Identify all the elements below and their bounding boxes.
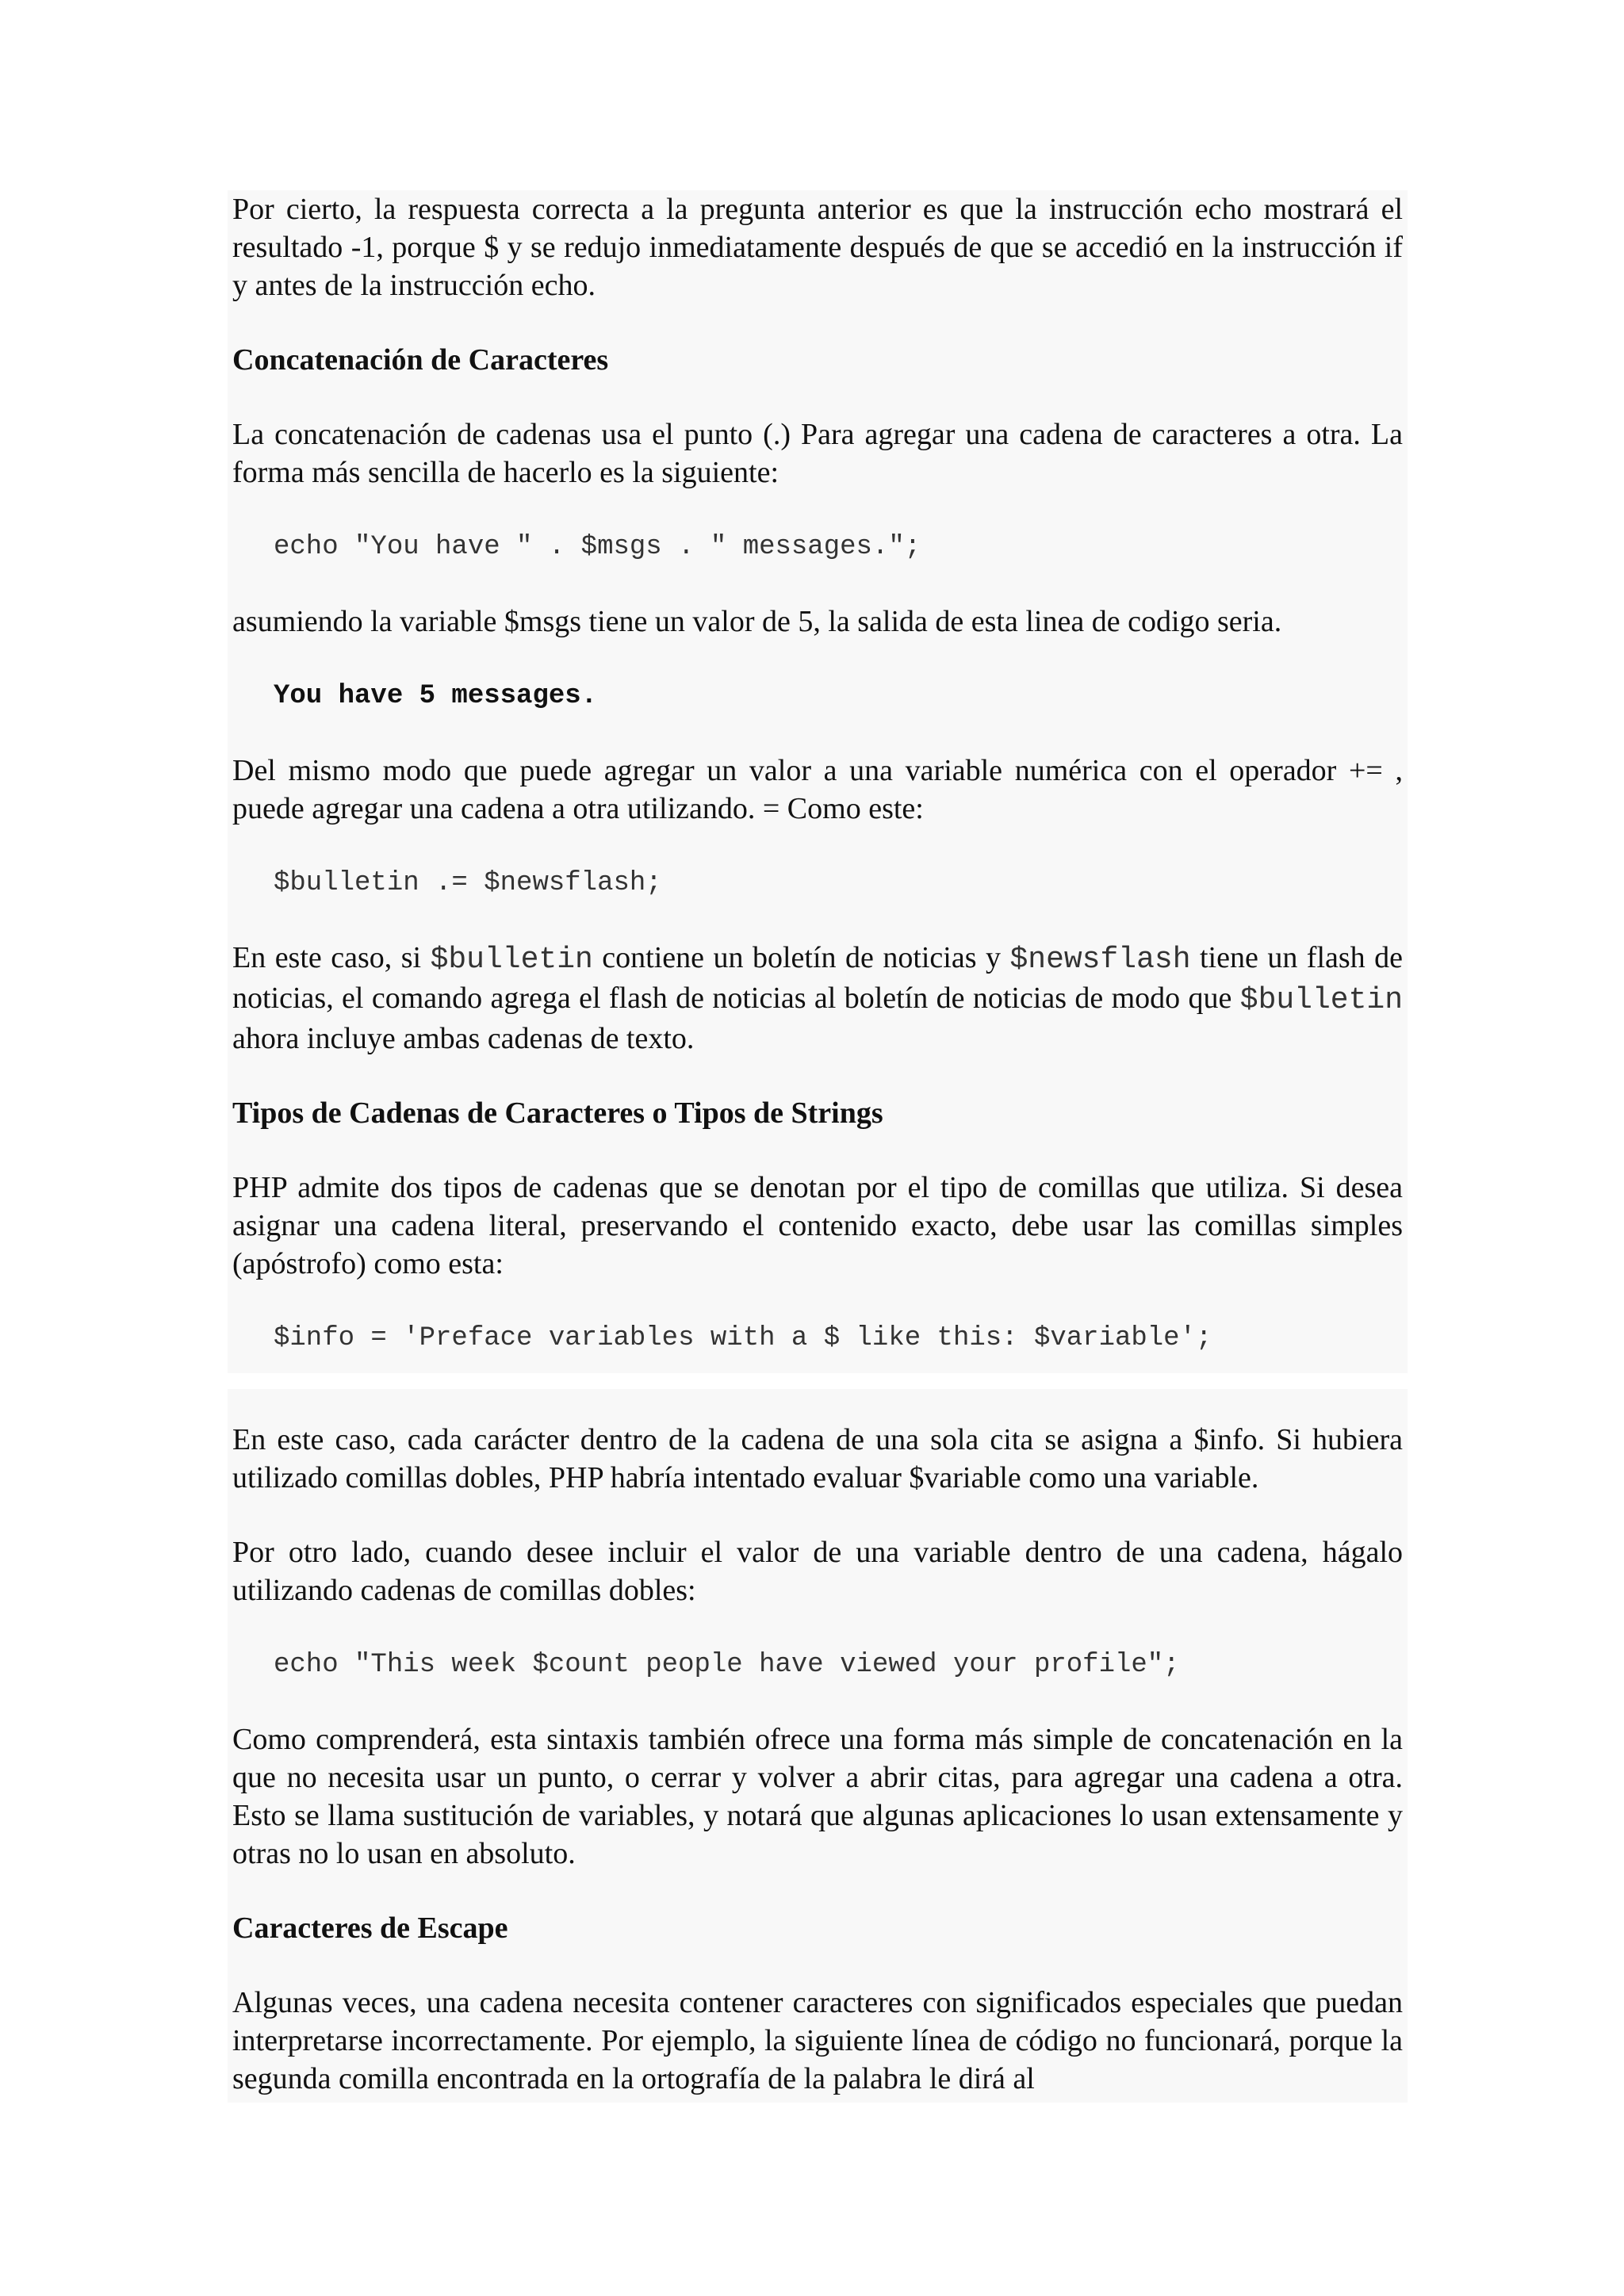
paragraph-string-types-intro: PHP admite dos tipos de cadenas que se denotan por el tipo de comillas que utiliza. Si desea asignar una cadena literal, preservando el contenido exacto, debe usar las comillas simples (apóstrofo) como esta: <box>232 1171 1403 1280</box>
heading-string-types: Tipos de Cadenas de Caracteres o Tipos de Strings <box>232 1096 883 1130</box>
paragraph-answer: Por cierto, la respuesta correcta a la pregunta anterior es que la instrucción echo mostrará el resultado -1, porque $ y se redujo inmediatamente después de que se accedió en la instrucción if y antes de la instrucción echo. <box>232 193 1403 302</box>
code-info-single-quotes: $info = 'Preface variables with a $ like this: $variable'; <box>274 1323 1212 1353</box>
inline-code-bulletin: $bulletin <box>430 943 593 977</box>
paragraph-bulletin-explanation <box>232 939 1403 1058</box>
text-fragment: tiene un flash de noticias, el comando agrega el flash de noticias al boletín de noticias de modo que <box>232 941 1404 1015</box>
paragraph-escape-intro: Algunas veces, una cadena necesita contener caracteres con significados especiales que puedan interpretarse incorrectamente. Por ejemplo, la siguiente línea de código no funcionará, porque la segunda comilla encontrada en la ortografía de la palabra le dirá al <box>232 1986 1403 2095</box>
heading-escape-characters: Caracteres de Escape <box>232 1911 508 1945</box>
paragraph-concatenation-intro: La concatenación de cadenas usa el punto (.) Para agregar una cadena de caracteres a otra. La forma más sencilla de hacerlo es la siguiente: <box>232 418 1403 489</box>
section-divider <box>228 1373 1408 1389</box>
code-output-messages: You have 5 messages. <box>274 681 598 711</box>
paragraph-append-operator: Del mismo modo que puede agregar un valor a una variable numérica con el operador += , puede agregar una cadena a otra utilizando. = Como este: <box>232 754 1403 825</box>
paragraph-double-quotes-intro: Por otro lado, cuando desee incluir el valor de una variable dentro de una cadena, hágalo utilizando cadenas de comillas dobles: <box>232 1536 1403 1607</box>
text-fragment: ahora incluye ambas cadenas de texto. <box>232 1022 695 1055</box>
code-echo-count: echo "This week $count people have viewed your profile"; <box>274 1650 1180 1680</box>
inline-code-bulletin: $bulletin <box>1239 983 1403 1017</box>
text-fragment: contiene un boletín de noticias y <box>592 941 1010 974</box>
document-body <box>228 190 1408 2103</box>
code-bulletin-append: $bulletin .= $newsflash; <box>274 868 662 898</box>
paragraph-msgs-output: asumiendo la variable $msgs tiene un valor de 5, la salida de esta linea de codigo seria. <box>232 605 1282 638</box>
code-echo-msgs: echo "You have " . $msgs . " messages."; <box>274 532 921 562</box>
paragraph-single-quote-explanation: En este caso, cada carácter dentro de la cadena de una sola cita se asigna a $info. Si hubiera utilizado comillas dobles, PHP habría intentado evaluar $variable como una variable. <box>232 1423 1403 1494</box>
text-fragment: En este caso, si <box>232 941 431 974</box>
paragraph-variable-substitution: Como comprenderá, esta sintaxis también ofrece una forma más simple de concatenación en la que no necesita usar un punto, o cerrar y volver a abrir citas, para agregar una cadena a otra. Esto se llama sustitución de variables, y notará que algunas aplicaciones lo usan extensamente y otras no lo usan en absoluto. <box>232 1723 1403 1870</box>
heading-concatenation: Concatenación de Caracteres <box>232 343 609 377</box>
inline-code-newsflash: $newsflash <box>1009 943 1191 977</box>
